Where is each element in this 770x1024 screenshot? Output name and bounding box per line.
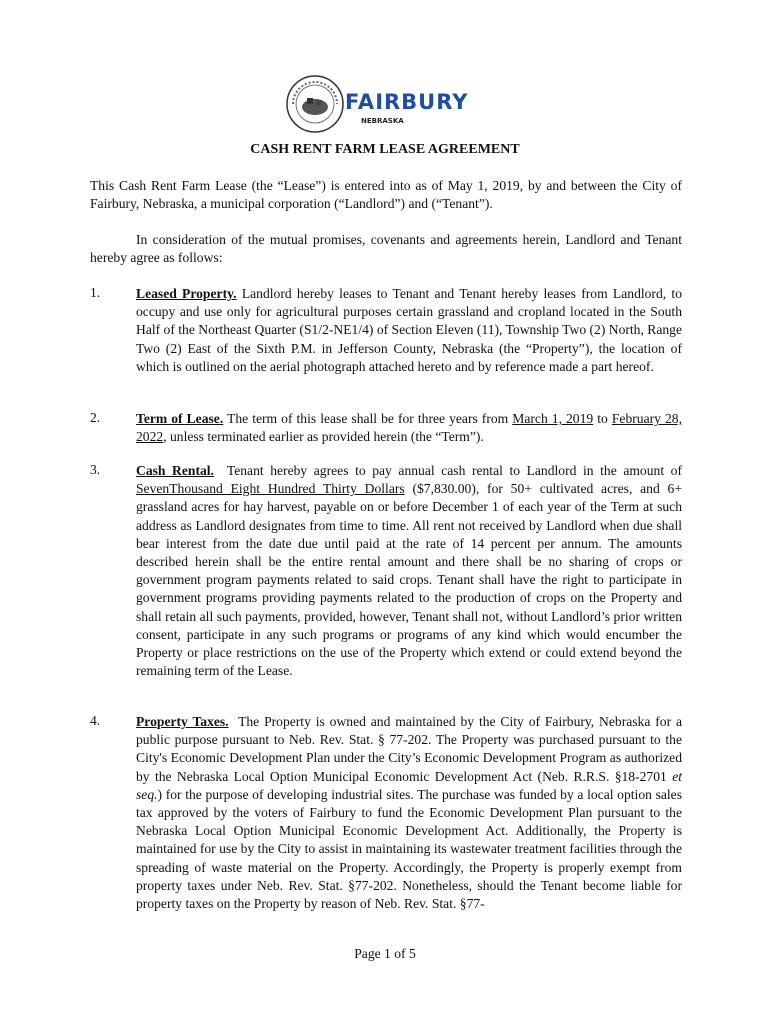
section-title: Term of Lease. (136, 411, 224, 426)
section-body (136, 713, 682, 913)
section-number: 3. (90, 462, 101, 477)
lease-end-date: February 28, 2022 (136, 411, 682, 445)
section-text: Landlord hereby leases to Tenant and Tenant hereby leases from Landlord, to occupy and use only for agricultural purposes certain grassland and cropland located in the South Half of the Northeast Quarter (S1/2-NE1/4) of Section Eleven (11), Township Two (2) North, Range Two (2) East of the Sixth P.M. in Jefferson County, Nebraska (the “Property”), the location of which is outlined on the aerial photograph attached hereto and by reference made a part hereof. (136, 286, 683, 374)
section-number: 4. (90, 713, 101, 728)
section-text: ) for the purpose of developing industrial sites. The purchase was funded by a local option sales tax approved by the voters of Fairbury to fund the Economic Development Plan pursuant to the Nebraska Local Option Municipal Economic Development Act. Additionally, the Property is maintained for use by the City to assist in maintaining its wastewater treatment facilities through the spreading of waste material on the Property. Accordingly, the Property is properly exempt from property taxes under Neb. Rev. Stat. §77-202. Nonetheless, should the Tenant become liable for property taxes on the Property by reason of Neb. Rev. Stat. §77- (136, 786, 682, 912)
section-text: , unless terminated earlier as provided herein (the “Term”). (163, 429, 484, 445)
brand-name: FAIRBURY (345, 90, 469, 114)
section-number: 1. (90, 285, 101, 300)
document-title: CASH RENT FARM LEASE AGREEMENT (250, 142, 520, 157)
section-title: Property Taxes. (136, 714, 229, 729)
section-title: Leased Property. (136, 286, 237, 301)
section-text: The term of this lease shall be for three years from (227, 411, 509, 426)
section-text: Tenant hereby agrees to pay annual cash rental to Landlord in the amount of (226, 463, 682, 478)
rent-amount-words: SevenThousand Eight Hundred Thirty Dollars (136, 481, 405, 497)
section-number: 2. (90, 410, 101, 425)
page-footer: Page 1 of 5 (354, 946, 416, 961)
section-body (136, 410, 682, 446)
et-seq-italic: et seq. (136, 768, 682, 802)
section-text: The Property is owned and maintained by the City of Fairbury, Nebraska for a public purpose pursuant to Neb. Rev. Stat. § 77-202. The Property was purchased pursuant to the City's Economic Development Plan under the City’s Economic Development Program as authorized by the Nebraska Local Option Municipal Economic Development Act (Neb. R.R.S. §18-2701 (136, 714, 682, 784)
city-seal-icon (285, 74, 345, 134)
section-text: ($7,830.00), for 50+ cultivated acres, and 6+ grassland acres for hay harvest, payable on or before December 1 of each year of the Term at such address as Landlord designates from time to time. All rent not received by Landlord when due shall bear interest from the date due until paid at the rate of 14 percent per annum. The amounts described herein shall be the entire rental amount and there shall be no sharing of crops or government program payments related to said crops. Tenant shall have the right to participate in government programs providing payments related to the production of crops on the Property and shall retain all such payments, provided, however, Tenant shall not, without Landlord’s prior written consent, participate in any such programs or programs of any kind which would encumber the Property or place restrictions on the use of the Property which extend or could extend beyond the remaining term of the Lease. (136, 481, 682, 679)
intro-paragraph: This Cash Rent Farm Lease (the “Lease”) is entered into as of May 1, 2019, by and between the City of Fairbury, Nebraska, a municipal corporation (“Landlord”) and (“Tenant”). (90, 178, 682, 212)
section-text: to (597, 411, 608, 426)
consideration-text: In consideration of the mutual promises, covenants and agreements herein, Landlord and Tenant hereby agree as follows: (90, 232, 682, 266)
lease-start-date: March 1, 2019 (512, 411, 594, 426)
section-body (136, 285, 682, 376)
section-body (136, 462, 682, 680)
city-logo (285, 74, 485, 134)
brand-subtitle: NEBRASKA (361, 117, 404, 125)
section-title: Cash Rental. (136, 463, 214, 478)
consideration-paragraph (90, 231, 682, 267)
